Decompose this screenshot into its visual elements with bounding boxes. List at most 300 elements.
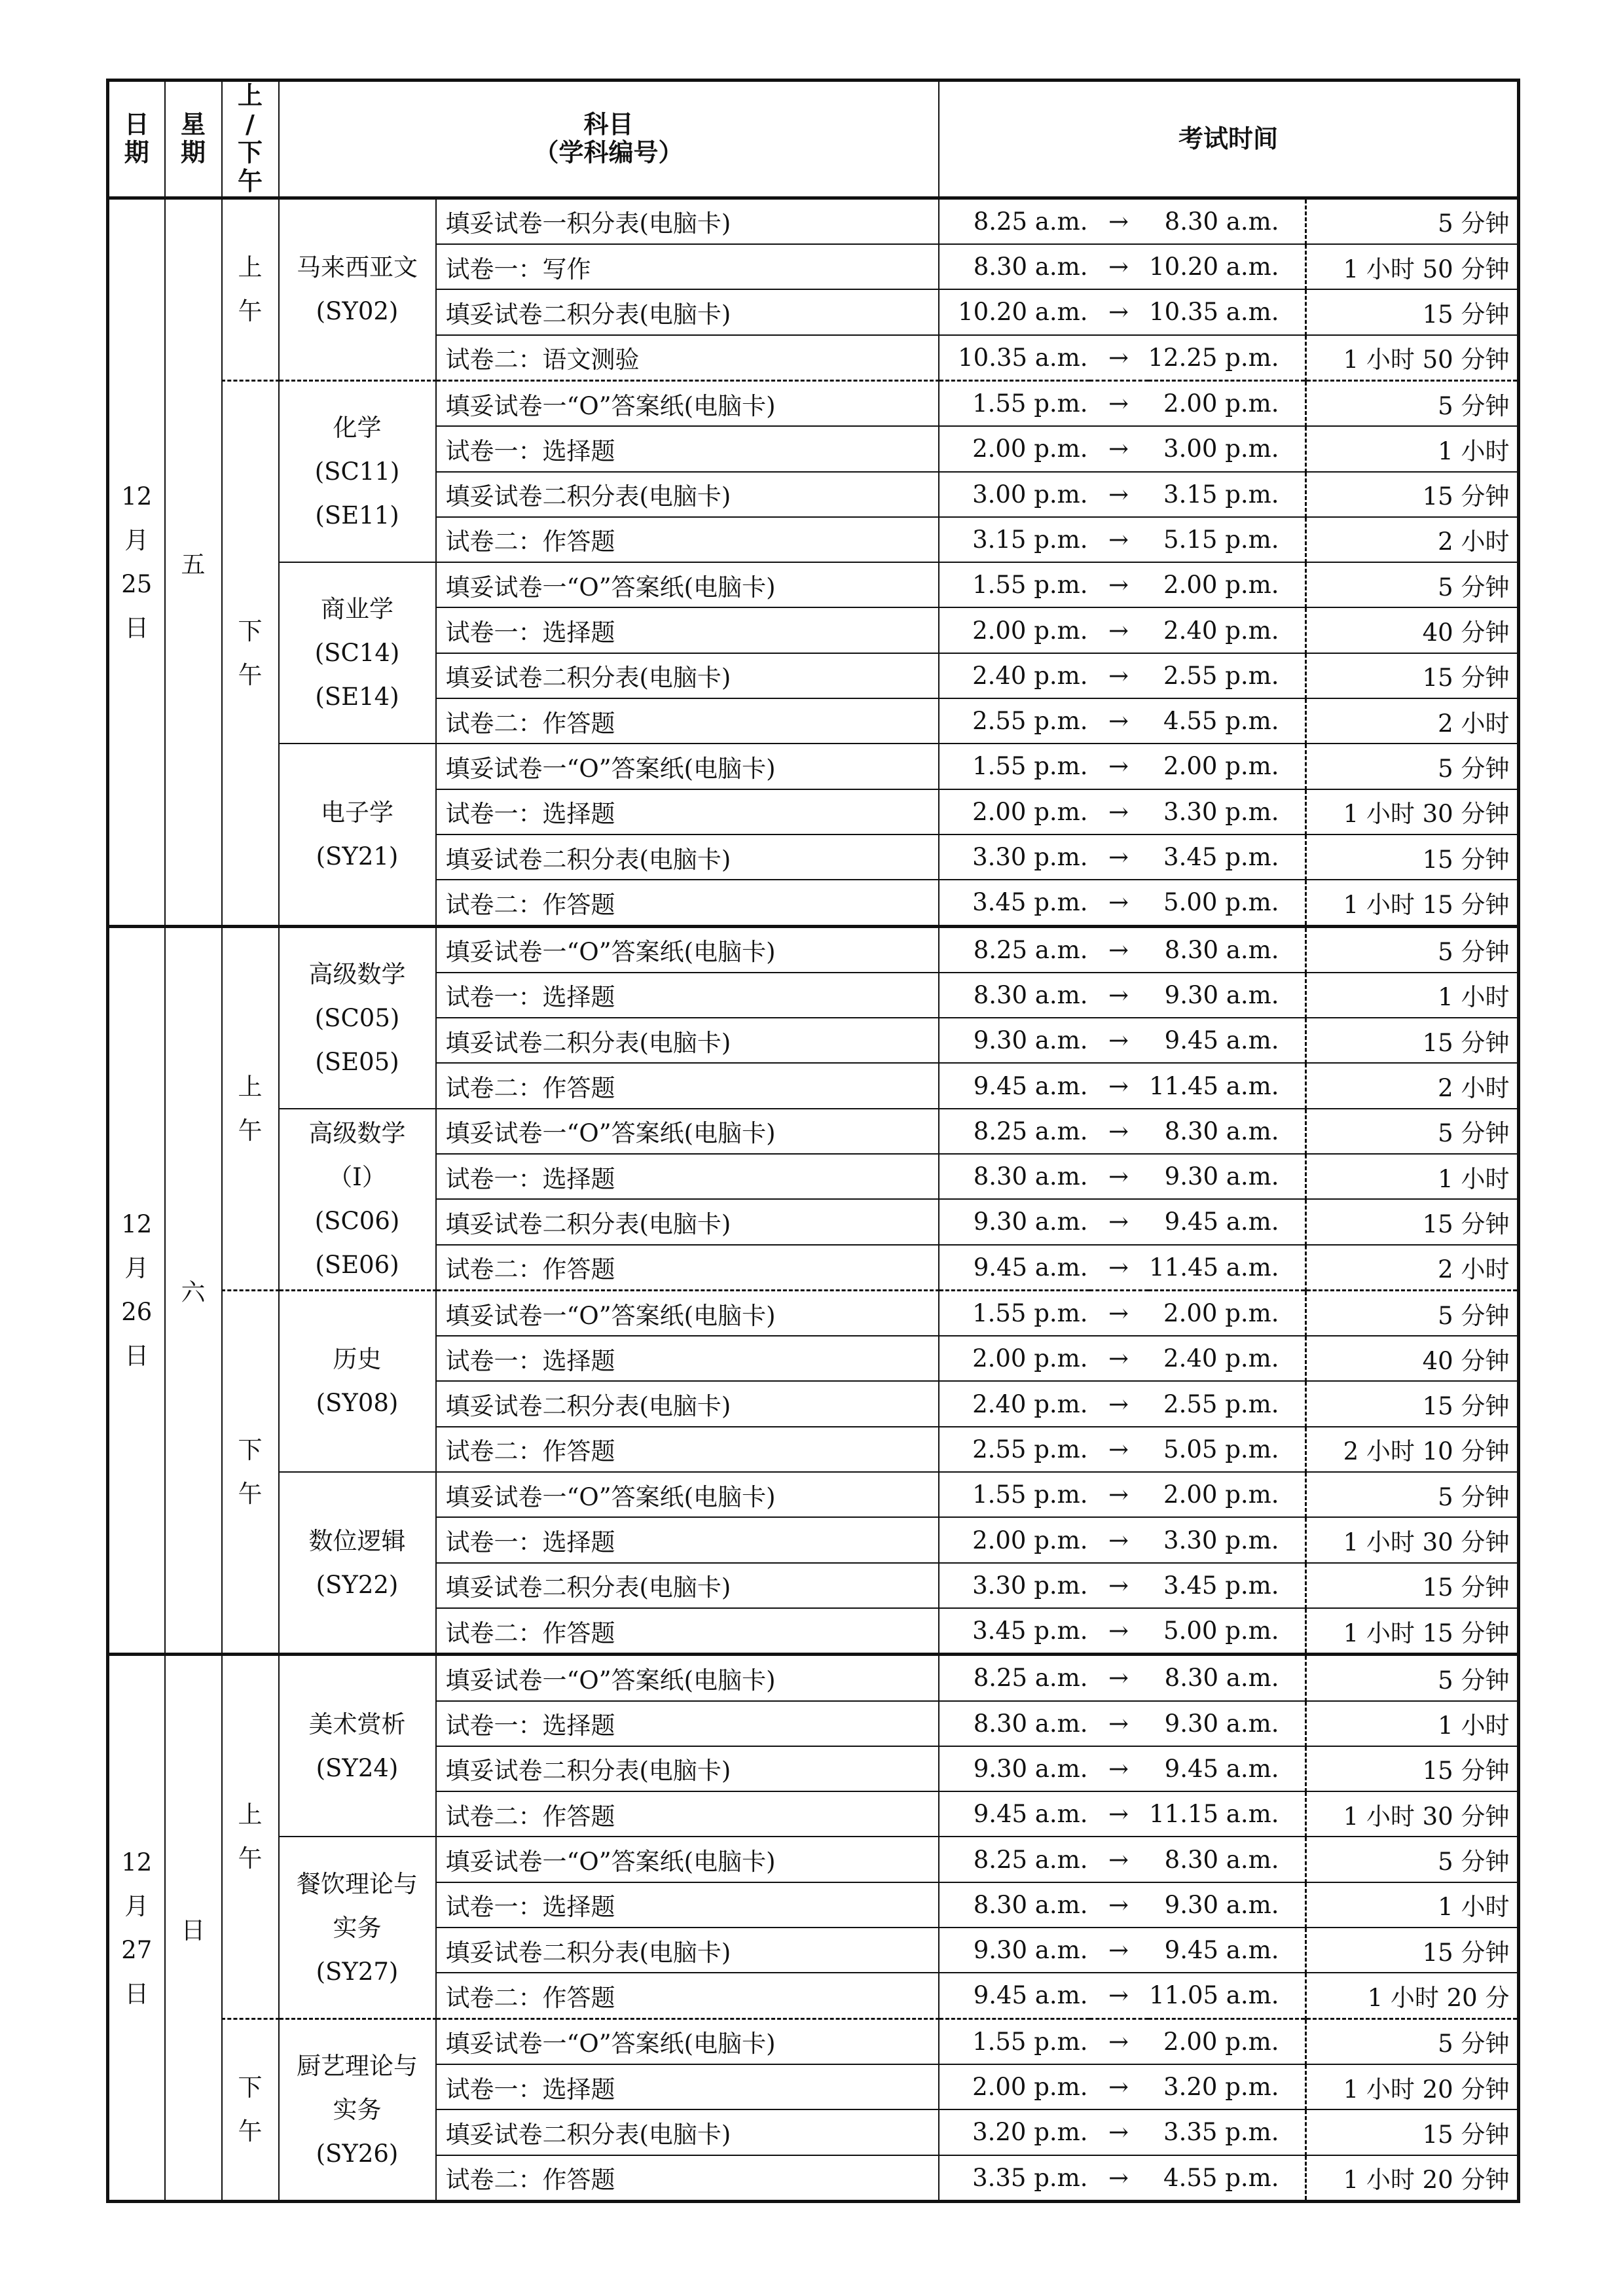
paper-name: 填妥试卷二积分表(电脑卡) — [436, 1381, 939, 1426]
paper-name: 试卷二：作答题 — [436, 1063, 939, 1108]
arrow-icon: → — [1089, 880, 1148, 926]
cell-line: 高级数学 — [308, 1119, 406, 1148]
arrow-icon: → — [1089, 335, 1148, 381]
cell-line: 商业学 — [321, 595, 393, 624]
duration: 1 小时 20 分钟 — [1306, 2064, 1519, 2109]
start-time: 1.55 p.m. — [939, 1290, 1089, 1336]
weekday-cell: 六 — [165, 926, 222, 1655]
header-line: 科目 — [583, 109, 634, 139]
header-line: 午 — [237, 167, 263, 196]
header-line: 下 — [237, 138, 263, 168]
duration: 1 小时 50 分钟 — [1306, 335, 1519, 381]
subject-cell — [279, 1655, 436, 1837]
period-cell — [222, 380, 279, 926]
cell-line: 日 — [124, 1342, 149, 1371]
schedule-row — [108, 1472, 1519, 1517]
end-time: 3.45 p.m. — [1148, 1563, 1306, 1608]
end-time: 4.55 p.m. — [1148, 698, 1306, 744]
arrow-icon: → — [1089, 1018, 1148, 1063]
schedule-row — [108, 198, 1519, 244]
duration: 2 小时 10 分钟 — [1306, 1427, 1519, 1472]
end-time: 9.30 a.m. — [1148, 1701, 1306, 1746]
cell-line: 午 — [238, 1844, 263, 1873]
start-time: 8.25 a.m. — [939, 926, 1089, 973]
timetable-body — [108, 198, 1519, 2201]
duration: 2 小时 — [1306, 698, 1519, 744]
end-time: 5.00 p.m. — [1148, 880, 1306, 926]
exam-timetable — [106, 79, 1520, 2203]
end-time: 2.00 p.m. — [1148, 744, 1306, 789]
start-time: 3.45 p.m. — [939, 1608, 1089, 1655]
end-time: 8.30 a.m. — [1148, 1109, 1306, 1154]
arrow-icon: → — [1089, 1109, 1148, 1154]
end-time: 3.00 p.m. — [1148, 426, 1306, 471]
start-time: 10.35 a.m. — [939, 335, 1089, 381]
paper-name: 填妥试卷一“O”答案纸(电脑卡) — [436, 1109, 939, 1154]
end-time: 9.30 a.m. — [1148, 973, 1306, 1018]
subject-cell — [279, 1290, 436, 1472]
end-time: 8.30 a.m. — [1148, 198, 1306, 244]
arrow-icon: → — [1089, 834, 1148, 880]
end-time: 5.15 p.m. — [1148, 517, 1306, 562]
arrow-icon: → — [1089, 1882, 1148, 1928]
cell-line: 上 — [238, 1072, 263, 1101]
header-ampm — [222, 81, 279, 198]
duration: 1 小时 — [1306, 973, 1519, 1018]
cell-line: 高级数学 — [308, 960, 406, 988]
start-time: 2.00 p.m. — [939, 1517, 1089, 1562]
arrow-icon: → — [1089, 698, 1148, 744]
arrow-icon: → — [1089, 244, 1148, 289]
start-time: 3.30 p.m. — [939, 834, 1089, 880]
start-time: 9.45 a.m. — [939, 1063, 1089, 1108]
duration: 1 小时 30 分钟 — [1306, 1791, 1519, 1837]
duration: 1 小时 30 分钟 — [1306, 789, 1519, 834]
cell-line: 月 — [124, 1892, 149, 1920]
end-time: 2.00 p.m. — [1148, 562, 1306, 607]
paper-name: 填妥试卷二积分表(电脑卡) — [436, 1928, 939, 1973]
cell-line: 午 — [238, 1116, 263, 1145]
cell-line: (SY22) — [316, 1570, 399, 1599]
end-time: 3.15 p.m. — [1148, 472, 1306, 517]
end-time: 2.55 p.m. — [1148, 1381, 1306, 1426]
schedule-row — [108, 1655, 1519, 1701]
paper-name: 填妥试卷二积分表(电脑卡) — [436, 1018, 939, 1063]
end-time: 2.40 p.m. — [1148, 607, 1306, 653]
duration: 5 分钟 — [1306, 198, 1519, 244]
cell-line: 数位逻辑 — [308, 1526, 406, 1555]
duration: 5 分钟 — [1306, 1290, 1519, 1336]
subject-cell — [279, 1837, 436, 2018]
paper-name: 试卷一：选择题 — [436, 1701, 939, 1746]
end-time: 12.25 p.m. — [1148, 335, 1306, 381]
cell-line: 12 — [121, 1210, 153, 1239]
duration: 2 小时 — [1306, 517, 1519, 562]
subject-cell — [279, 198, 436, 380]
duration: 1 小时 15 分钟 — [1306, 1608, 1519, 1655]
duration: 1 小时 20 分 — [1306, 1973, 1519, 2018]
end-time: 9.45 a.m. — [1148, 1928, 1306, 1973]
cell-line: (SE05) — [315, 1047, 399, 1076]
start-time: 9.30 a.m. — [939, 1199, 1089, 1244]
cell-line: (SC06) — [314, 1207, 400, 1236]
end-time: 5.05 p.m. — [1148, 1427, 1306, 1472]
arrow-icon: → — [1089, 926, 1148, 973]
cell-line: (SY27) — [316, 1957, 399, 1986]
paper-name: 填妥试卷二积分表(电脑卡) — [436, 289, 939, 334]
cell-line: (SE14) — [315, 683, 399, 711]
end-time: 9.45 a.m. — [1148, 1199, 1306, 1244]
arrow-icon: → — [1089, 1154, 1148, 1199]
cell-line: 午 — [238, 1480, 263, 1509]
header-line: 日 — [124, 109, 149, 139]
paper-name: 填妥试卷一“O”答案纸(电脑卡) — [436, 1655, 939, 1701]
period-cell — [222, 1655, 279, 2018]
paper-name: 试卷一：选择题 — [436, 1154, 939, 1199]
cell-line: 化学 — [333, 414, 382, 442]
start-time: 1.55 p.m. — [939, 562, 1089, 607]
start-time: 1.55 p.m. — [939, 2018, 1089, 2064]
start-time: 2.55 p.m. — [939, 698, 1089, 744]
end-time: 10.20 a.m. — [1148, 244, 1306, 289]
cell-line: （Ⅰ） — [328, 1163, 386, 1192]
paper-name: 试卷一：选择题 — [436, 1336, 939, 1381]
end-time: 2.00 p.m. — [1148, 1290, 1306, 1336]
arrow-icon: → — [1089, 1655, 1148, 1701]
duration: 5 分钟 — [1306, 926, 1519, 973]
arrow-icon: → — [1089, 607, 1148, 653]
duration: 5 分钟 — [1306, 1837, 1519, 1882]
duration: 5 分钟 — [1306, 1655, 1519, 1701]
start-time: 2.40 p.m. — [939, 653, 1089, 698]
duration: 1 小时 — [1306, 1882, 1519, 1928]
duration: 15 分钟 — [1306, 1199, 1519, 1244]
start-time: 1.55 p.m. — [939, 1472, 1089, 1517]
paper-name: 填妥试卷一积分表(电脑卡) — [436, 198, 939, 244]
cell-line: (SY24) — [316, 1753, 399, 1782]
start-time: 3.00 p.m. — [939, 472, 1089, 517]
arrow-icon: → — [1089, 789, 1148, 834]
cell-line: 午 — [238, 2117, 263, 2146]
duration: 5 分钟 — [1306, 744, 1519, 789]
duration: 15 分钟 — [1306, 1018, 1519, 1063]
end-time: 9.45 a.m. — [1148, 1746, 1306, 1791]
cell-line: (SY08) — [316, 1389, 399, 1418]
header-ampm-text — [223, 82, 278, 196]
start-time: 8.25 a.m. — [939, 1109, 1089, 1154]
duration: 5 分钟 — [1306, 1109, 1519, 1154]
start-time: 8.30 a.m. — [939, 1154, 1089, 1199]
paper-name: 试卷一：写作 — [436, 244, 939, 289]
start-time: 1.55 p.m. — [939, 744, 1089, 789]
start-time: 8.25 a.m. — [939, 1837, 1089, 1882]
end-time: 11.15 a.m. — [1148, 1791, 1306, 1837]
end-time: 9.30 a.m. — [1148, 1154, 1306, 1199]
paper-name: 填妥试卷二积分表(电脑卡) — [436, 1563, 939, 1608]
period-cell — [222, 926, 279, 1290]
end-time: 3.20 p.m. — [1148, 2064, 1306, 2109]
paper-name: 试卷二：作答题 — [436, 880, 939, 926]
subject-cell — [279, 926, 436, 1109]
end-time: 2.55 p.m. — [1148, 653, 1306, 698]
end-time: 11.45 a.m. — [1148, 1063, 1306, 1108]
end-time: 8.30 a.m. — [1148, 1837, 1306, 1882]
start-time: 8.25 a.m. — [939, 1655, 1089, 1701]
arrow-icon: → — [1089, 1245, 1148, 1291]
arrow-icon: → — [1089, 2064, 1148, 2109]
paper-name: 填妥试卷一“O”答案纸(电脑卡) — [436, 1837, 939, 1882]
cell-line: 美术赏析 — [308, 1710, 406, 1738]
paper-name: 填妥试卷二积分表(电脑卡) — [436, 1199, 939, 1244]
date-cell — [108, 1655, 165, 2202]
duration: 15 分钟 — [1306, 1563, 1519, 1608]
arrow-icon: → — [1089, 2155, 1148, 2202]
start-time: 2.00 p.m. — [939, 426, 1089, 471]
arrow-icon: → — [1089, 1746, 1148, 1791]
paper-name: 填妥试卷二积分表(电脑卡) — [436, 1746, 939, 1791]
duration: 1 小时 30 分钟 — [1306, 1517, 1519, 1562]
duration: 1 小时 — [1306, 1701, 1519, 1746]
cell-line: 厨艺理论与 — [297, 2051, 418, 2080]
end-time: 3.45 p.m. — [1148, 834, 1306, 880]
end-time: 5.00 p.m. — [1148, 1608, 1306, 1655]
subject-cell — [279, 1472, 436, 1655]
paper-name: 试卷一：选择题 — [436, 1517, 939, 1562]
arrow-icon: → — [1089, 1973, 1148, 2018]
paper-name: 试卷二：作答题 — [436, 698, 939, 744]
duration: 2 小时 — [1306, 1063, 1519, 1108]
duration: 1 小时 — [1306, 1154, 1519, 1199]
paper-name: 试卷一：选择题 — [436, 2064, 939, 2109]
start-time: 8.30 a.m. — [939, 244, 1089, 289]
duration: 1 小时 15 分钟 — [1306, 880, 1519, 926]
cell-line: 午 — [238, 297, 263, 326]
end-time: 3.30 p.m. — [1148, 789, 1306, 834]
cell-line: 12 — [121, 1848, 153, 1876]
start-time: 9.45 a.m. — [939, 1791, 1089, 1837]
start-time: 9.30 a.m. — [939, 1746, 1089, 1791]
start-time: 9.30 a.m. — [939, 1928, 1089, 1973]
arrow-icon: → — [1089, 653, 1148, 698]
cell-line: 下 — [238, 617, 263, 645]
start-time: 3.15 p.m. — [939, 517, 1089, 562]
header-subject-text — [280, 111, 938, 168]
start-time: 9.45 a.m. — [939, 1245, 1089, 1291]
end-time: 8.30 a.m. — [1148, 926, 1306, 973]
arrow-icon: → — [1089, 1063, 1148, 1108]
duration: 2 小时 — [1306, 1245, 1519, 1291]
cell-line: (SC05) — [314, 1003, 400, 1032]
duration: 5 分钟 — [1306, 1472, 1519, 1517]
duration: 15 分钟 — [1306, 289, 1519, 334]
schedule-row — [108, 380, 1519, 426]
paper-name: 试卷一：选择题 — [436, 789, 939, 834]
paper-name: 填妥试卷一“O”答案纸(电脑卡) — [436, 926, 939, 973]
period-cell — [222, 198, 279, 380]
cell-line: 12 — [121, 482, 153, 511]
paper-name: 填妥试卷二积分表(电脑卡) — [436, 834, 939, 880]
paper-name: 试卷二：作答题 — [436, 517, 939, 562]
arrow-icon: → — [1089, 1472, 1148, 1517]
start-time: 2.00 p.m. — [939, 607, 1089, 653]
cell-line: 月 — [124, 1254, 149, 1283]
paper-name: 填妥试卷一“O”答案纸(电脑卡) — [436, 1472, 939, 1517]
paper-name: 填妥试卷一“O”答案纸(电脑卡) — [436, 1290, 939, 1336]
end-time: 11.45 a.m. — [1148, 1245, 1306, 1291]
arrow-icon: → — [1089, 517, 1148, 562]
end-time: 2.00 p.m. — [1148, 1472, 1306, 1517]
header-line: / — [246, 109, 255, 139]
end-time: 2.00 p.m. — [1148, 380, 1306, 426]
paper-name: 试卷一：选择题 — [436, 426, 939, 471]
paper-name: 试卷一：选择题 — [436, 1882, 939, 1928]
cell-line: 电子学 — [321, 798, 393, 827]
arrow-icon: → — [1089, 380, 1148, 426]
duration: 15 分钟 — [1306, 472, 1519, 517]
paper-name: 试卷一：选择题 — [436, 607, 939, 653]
header-line: 期 — [124, 138, 149, 168]
end-time: 8.30 a.m. — [1148, 1655, 1306, 1701]
arrow-icon: → — [1089, 1928, 1148, 1973]
start-time: 3.45 p.m. — [939, 880, 1089, 926]
start-time: 3.30 p.m. — [939, 1563, 1089, 1608]
start-time: 8.30 a.m. — [939, 973, 1089, 1018]
schedule-row — [108, 1290, 1519, 1336]
duration: 5 分钟 — [1306, 380, 1519, 426]
cell-line: 实务 — [333, 1913, 382, 1942]
paper-name: 填妥试卷一“O”答案纸(电脑卡) — [436, 2018, 939, 2064]
arrow-icon: → — [1089, 1517, 1148, 1562]
end-time: 11.05 a.m. — [1148, 1973, 1306, 2018]
header-row — [108, 81, 1519, 198]
arrow-icon: → — [1089, 2018, 1148, 2064]
cell-line: 下 — [238, 2073, 263, 2102]
cell-line: 26 — [121, 1298, 153, 1327]
start-time: 2.00 p.m. — [939, 2064, 1089, 2109]
start-time: 10.20 a.m. — [939, 289, 1089, 334]
cell-line: 午 — [238, 660, 263, 689]
arrow-icon: → — [1089, 1563, 1148, 1608]
header-time: 考试时间 — [939, 81, 1519, 198]
header-line: 上 — [237, 81, 263, 110]
end-time: 10.35 a.m. — [1148, 289, 1306, 334]
paper-name: 填妥试卷二积分表(电脑卡) — [436, 653, 939, 698]
start-time: 2.40 p.m. — [939, 1381, 1089, 1426]
arrow-icon: → — [1089, 198, 1148, 244]
end-time: 4.55 p.m. — [1148, 2155, 1306, 2202]
paper-name: 填妥试卷二积分表(电脑卡) — [436, 472, 939, 517]
header-line: 期 — [180, 138, 206, 168]
subject-cell — [279, 380, 436, 562]
header-date-text — [109, 111, 164, 168]
schedule-row — [108, 744, 1519, 789]
subject-cell — [279, 562, 436, 744]
schedule-row — [108, 926, 1519, 973]
duration: 5 分钟 — [1306, 2018, 1519, 2064]
cell-line: 月 — [124, 526, 149, 554]
cell-line: 下 — [238, 1436, 263, 1465]
arrow-icon: → — [1089, 973, 1148, 1018]
header-weekday-text — [166, 111, 221, 168]
weekday-cell: 五 — [165, 198, 222, 926]
arrow-icon: → — [1089, 472, 1148, 517]
end-time: 3.35 p.m. — [1148, 2109, 1306, 2155]
paper-name: 试卷二：作答题 — [436, 1245, 939, 1291]
date-cell — [108, 198, 165, 926]
arrow-icon: → — [1089, 289, 1148, 334]
arrow-icon: → — [1089, 1837, 1148, 1882]
duration: 15 分钟 — [1306, 653, 1519, 698]
subject-cell — [279, 744, 436, 926]
duration: 15 分钟 — [1306, 1381, 1519, 1426]
cell-line: 上 — [238, 253, 263, 282]
paper-name: 填妥试卷一“O”答案纸(电脑卡) — [436, 380, 939, 426]
duration: 40 分钟 — [1306, 1336, 1519, 1381]
arrow-icon: → — [1089, 1701, 1148, 1746]
arrow-icon: → — [1089, 1290, 1148, 1336]
cell-line: (SY26) — [316, 2139, 399, 2168]
arrow-icon: → — [1089, 2109, 1148, 2155]
start-time: 8.30 a.m. — [939, 1882, 1089, 1928]
duration: 1 小时 20 分钟 — [1306, 2155, 1519, 2202]
cell-line: (SY21) — [316, 842, 399, 870]
cell-line: 27 — [121, 1935, 153, 1964]
end-time: 9.45 a.m. — [1148, 1018, 1306, 1063]
end-time: 2.40 p.m. — [1148, 1336, 1306, 1381]
date-cell — [108, 926, 165, 1655]
cell-line: 历史 — [333, 1345, 382, 1374]
header-line: 星 — [180, 109, 206, 139]
arrow-icon: → — [1089, 426, 1148, 471]
arrow-icon: → — [1089, 1791, 1148, 1837]
paper-name: 试卷一：选择题 — [436, 973, 939, 1018]
paper-name: 填妥试卷一“O”答案纸(电脑卡) — [436, 744, 939, 789]
subject-cell — [279, 2018, 436, 2201]
subject-cell — [279, 1109, 436, 1291]
cell-line: (SE11) — [315, 501, 399, 530]
start-time: 2.00 p.m. — [939, 1336, 1089, 1381]
paper-name: 试卷二：作答题 — [436, 1791, 939, 1837]
header-weekday — [165, 81, 222, 198]
header-line: （学科编号） — [534, 138, 684, 168]
cell-line: 马来西亚文 — [297, 253, 418, 282]
duration: 15 分钟 — [1306, 2109, 1519, 2155]
schedule-row — [108, 2018, 1519, 2064]
cell-line: (SC14) — [314, 639, 400, 668]
cell-line: (SC11) — [314, 457, 400, 486]
end-time: 2.00 p.m. — [1148, 2018, 1306, 2064]
start-time: 8.25 a.m. — [939, 198, 1089, 244]
paper-name: 试卷二：作答题 — [436, 1608, 939, 1655]
cell-line: 实务 — [333, 2095, 382, 2124]
start-time: 3.20 p.m. — [939, 2109, 1089, 2155]
duration: 15 分钟 — [1306, 1928, 1519, 1973]
weekday-cell: 日 — [165, 1655, 222, 2202]
period-cell — [222, 1290, 279, 1654]
paper-name: 填妥试卷二积分表(电脑卡) — [436, 2109, 939, 2155]
duration: 1 小时 50 分钟 — [1306, 244, 1519, 289]
header-subject — [279, 81, 939, 198]
arrow-icon: → — [1089, 1608, 1148, 1655]
cell-line: (SY02) — [316, 297, 399, 326]
schedule-row — [108, 562, 1519, 607]
arrow-icon: → — [1089, 1427, 1148, 1472]
duration: 40 分钟 — [1306, 607, 1519, 653]
start-time: 9.45 a.m. — [939, 1973, 1089, 2018]
schedule-row — [108, 1837, 1519, 1882]
duration: 1 小时 — [1306, 426, 1519, 471]
start-time: 3.35 p.m. — [939, 2155, 1089, 2202]
